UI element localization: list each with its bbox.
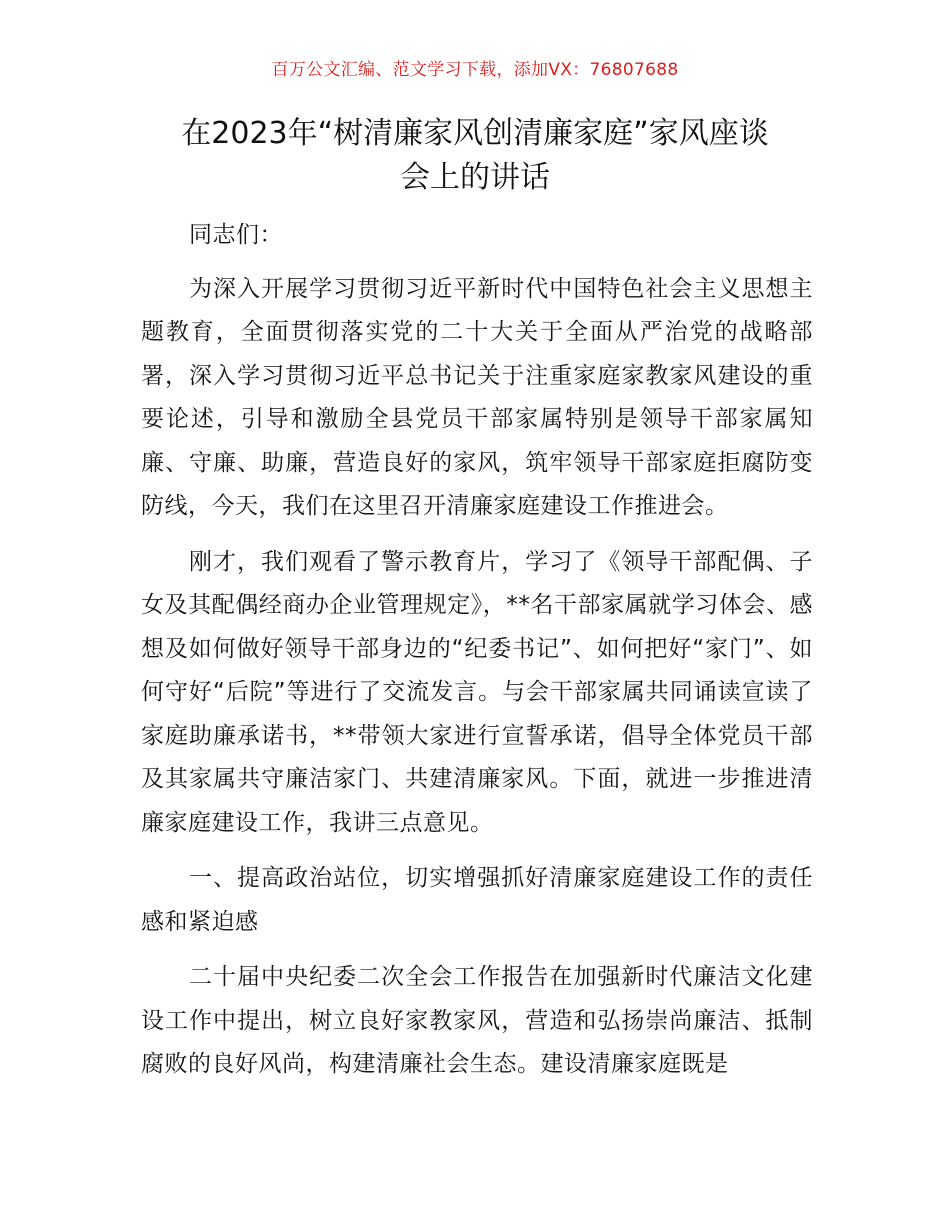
paragraph-summary: 刚才，我们观看了警示教育片，学习了《领导干部配偶、子女及其配偶经商办企业管理规定》，**名干部家属就学习体会、感想及如何做好领导干部身边的“纪委书记”、如何把好“家门”、如何守好“后院”等进行了交流发言。与会干部家属共同诵读宣读了家庭助廉承诺书，**带领大家进行宣誓承诺，倡导全体党员干部及其家属共守廉洁家门、共建清廉家风。下面，就进一步推进清廉家庭建设工作，我讲三点意见。 [141, 548, 813, 836]
section-heading-1: 一、提高政治站位，切实增强抓好清廉家庭建设工作的责任感和紧迫感 [141, 865, 813, 935]
document-title [120, 112, 830, 200]
title-line-2: 会上的讲话 [400, 160, 550, 195]
document-body [141, 214, 813, 1087]
salutation: 同志们： [189, 222, 283, 248]
paragraph-intro: 为深入开展学习贯彻习近平新时代中国特色社会主义思想主题教育，全面贯彻落实党的二十大关于全面从严治党的战略部署，深入学习贯彻习近平总书记关于注重家庭家教家风建设的重要论述，引导和激励全县党员干部家属特别是领导干部家属知廉、守廉、助廉，营造良好的家风，筑牢领导干部家庭拒腐防变防线，今天，我们在这里召开清廉家庭建设工作推进会。 [141, 275, 813, 519]
paragraph-section-1: 二十届中央纪委二次全会工作报告在加强新时代廉洁文化建设工作中提出，树立良好家教家风，营造和弘扬崇尚廉洁、抵制腐败的良好风尚，构建清廉社会生态。建设清廉家庭既是 [141, 964, 813, 1077]
header-watermark-note: 百万公文汇编、范文学习下载，添加VX：76807688 [271, 60, 679, 80]
title-line-1: 在2023年“树清廉家风创清廉家庭”家风座谈 [181, 116, 769, 151]
